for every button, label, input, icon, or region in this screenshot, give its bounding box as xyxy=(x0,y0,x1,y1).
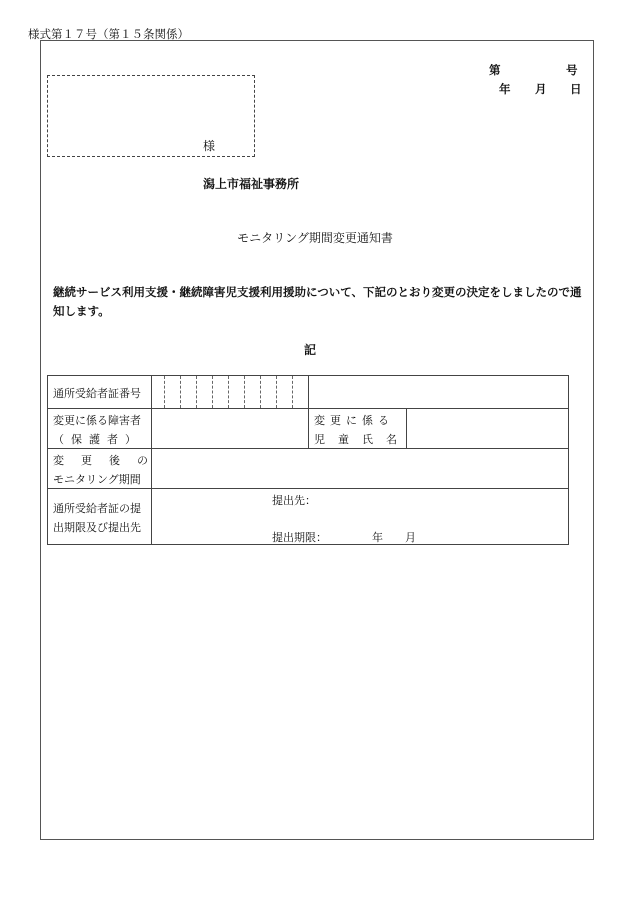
issuer-name: 潟上市福祉事務所 xyxy=(203,177,300,191)
disabled-person-name-input[interactable] xyxy=(152,409,308,448)
cert-number-label: 通所受給者証番号 xyxy=(53,387,141,400)
digit-divider xyxy=(308,376,309,408)
submission-input[interactable] xyxy=(152,489,568,544)
ki-label: 記 xyxy=(303,343,316,357)
child-name-label: 児童氏名 xyxy=(314,433,410,446)
cert-number-input[interactable] xyxy=(152,376,308,408)
form-caption: 様式第１７号（第１５条関係） xyxy=(28,27,189,41)
column-divider xyxy=(308,408,309,448)
submission-label-line1: 通所受給者証の提 xyxy=(53,502,141,515)
child-label: 変更に係る xyxy=(314,414,394,427)
addressee-box[interactable] xyxy=(47,75,255,157)
after-change-label: 変更後の xyxy=(53,454,165,467)
info-table xyxy=(47,375,569,545)
date-day: 日 xyxy=(570,82,582,96)
addressee-honorific: 様 xyxy=(203,139,216,153)
date-month: 月 xyxy=(535,82,547,96)
guardian-label-text: （保護者） xyxy=(53,433,143,446)
deadline-year-label: 年 xyxy=(372,531,383,544)
disabled-person-label: 変更に係る障害者 xyxy=(53,414,141,427)
doc-number-prefix: 第 xyxy=(489,63,501,77)
document-title: モニタリング期間変更通知書 xyxy=(237,231,393,245)
guardian-label xyxy=(53,431,145,447)
monitoring-period-label: モニタリング期間 xyxy=(53,473,141,486)
monitoring-period-input[interactable] xyxy=(152,449,568,488)
doc-number-suffix: 号 xyxy=(566,63,578,77)
deadline-label: 提出期限： xyxy=(272,531,327,544)
child-name-input[interactable] xyxy=(407,409,567,448)
submit-to-label: 提出先： xyxy=(272,494,316,507)
deadline-month-label: 月 xyxy=(405,531,416,544)
date-year: 年 xyxy=(499,82,511,96)
submission-label-line2: 出期限及び提出先 xyxy=(53,521,141,534)
row-divider xyxy=(48,488,568,489)
body-text: 継続サービス利用支援・継続障害児支援利用援助について、下記のとおり変更の決定をしましたので通知します。 xyxy=(53,285,582,318)
